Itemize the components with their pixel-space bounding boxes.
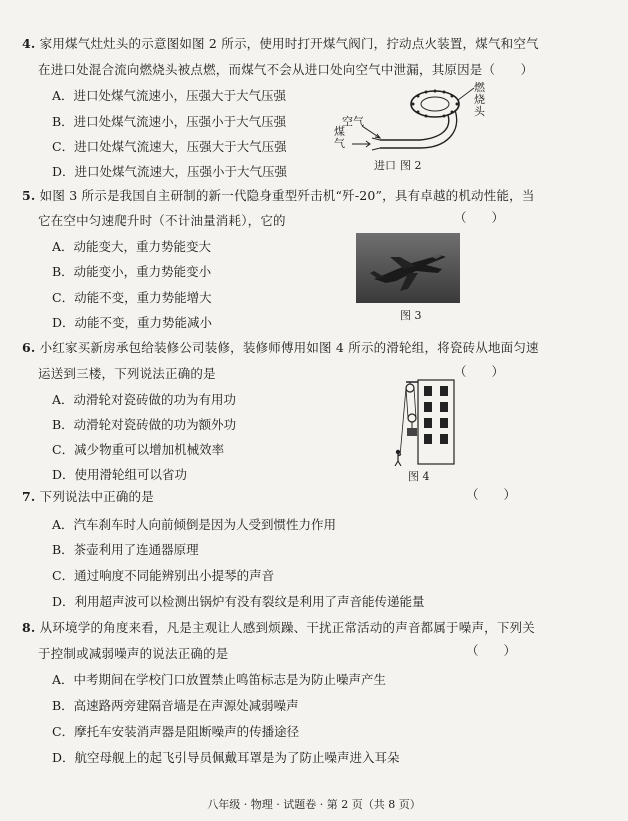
q5-option-a[interactable]: A．动能变大，重力势能变大 xyxy=(52,239,212,254)
fig4-caption: 图 4 xyxy=(408,470,430,483)
q8-option-a[interactable]: A．中考期间在学校门口放置禁止鸣笛标志是为防止噪声产生 xyxy=(52,672,387,687)
figure-3-j20-photo xyxy=(356,233,460,303)
q6-stem-line2: 运送到三楼，下列说法正确的是 xyxy=(38,366,216,381)
q7-number: 7. xyxy=(22,489,36,504)
q5-stem-line1 xyxy=(22,186,535,204)
q7-stem-line1 xyxy=(22,487,154,505)
j20-jet-image xyxy=(356,233,460,303)
q8-stem-line1 xyxy=(22,618,535,636)
q4-option-c[interactable]: C．进口处煤气流速大，压强大于大气压强 xyxy=(52,139,287,154)
q5-stem-line2: 它在空中匀速爬升时（不计油量消耗），它的 xyxy=(38,213,286,228)
q6-number: 6. xyxy=(22,340,36,355)
q6-option-d[interactable]: D．使用滑轮组可以省功 xyxy=(52,467,188,482)
q4-option-a[interactable]: A．进口处煤气流速小，压强大于大气压强 xyxy=(52,88,287,103)
q8-answer-blank[interactable]: （ ） xyxy=(466,643,517,658)
fig2-label-burner: 燃烧头 xyxy=(474,81,485,118)
fig2-label-air: 空气 xyxy=(342,115,364,128)
q4-option-d[interactable]: D．进口处煤气流速大，压强小于大气压强 xyxy=(52,164,288,179)
q8-stem-line2: 于控制或减弱噪声的说法正确的是 xyxy=(38,646,229,661)
figure-4-pulley-building xyxy=(392,378,458,466)
q8-option-b[interactable]: B．高速路两旁建隔音墙是在声源处减弱噪声 xyxy=(52,698,299,713)
q6-stem-line1 xyxy=(22,338,539,356)
q6-option-b[interactable]: B．动滑轮对瓷砖做的功为额外功 xyxy=(52,417,237,432)
q8-stem-text1: 从环境学的角度来看，凡是主观让人感到烦躁、干扰正常活动的声音都属于噪声，下列关 xyxy=(39,620,535,635)
q7-option-c[interactable]: C．通过响度不同能辨别出小提琴的声音 xyxy=(52,568,275,583)
q7-option-a[interactable]: A．汽车刹车时人向前倾倒是因为人受到惯性力作用 xyxy=(52,517,337,532)
q5-number: 5. xyxy=(22,188,36,203)
q8-number: 8. xyxy=(22,620,36,635)
q6-stem-text1: 小红家买新房承包给装修公司装修，装修师傅用如图 4 所示的滑轮组，将瓷砖从地面匀速 xyxy=(39,340,539,355)
q5-answer-blank[interactable]: （ ） xyxy=(454,210,505,225)
fig2-label-gas: 煤气 xyxy=(334,125,345,150)
q7-stem-text1: 下列说法中正确的是 xyxy=(39,489,154,504)
page-footer: 八年级 · 物理 · 试题卷 · 第 2 页（共 8 页） xyxy=(207,798,421,811)
q5-stem-text1: 如图 3 所示是我国自主研制的新一代隐身重型歼击机“歼-20”，具有卓越的机动性能，当 xyxy=(39,188,535,203)
pulley-building-diagram xyxy=(392,378,458,466)
q5-option-d[interactable]: D．动能不变，重力势能减小 xyxy=(52,315,213,330)
q5-option-b[interactable]: B．动能变小，重力势能变小 xyxy=(52,264,212,279)
q4-number: 4. xyxy=(22,36,36,51)
q6-option-c[interactable]: C．减少物重可以增加机械效率 xyxy=(52,442,225,457)
q7-option-b[interactable]: B．茶壶利用了连通器原理 xyxy=(52,542,199,557)
q4-option-b[interactable]: B．进口处煤气流速小，压强小于大气压强 xyxy=(52,114,287,129)
q4-stem-text1: 家用煤气灶灶头的示意图如图 2 所示，使用时打开煤气阀门，拧动点火装置，煤气和空气 xyxy=(39,36,539,51)
q5-option-c[interactable]: C．动能不变，重力势能增大 xyxy=(52,290,212,305)
q7-option-d[interactable]: D．利用超声波可以检测出锅炉有没有裂纹是利用了声音能传递能量 xyxy=(52,594,425,609)
q8-option-c[interactable]: C．摩托车安装消声器是阻断噪声的传播途径 xyxy=(52,724,300,739)
q8-option-d[interactable]: D．航空母舰上的起飞引导员佩戴耳罩是为了防止噪声进入耳朵 xyxy=(52,750,400,765)
figure-2-gas-stove xyxy=(334,80,515,175)
fig2-caption: 图 2 xyxy=(400,159,422,172)
q6-option-a[interactable]: A．动滑轮对瓷砖做的功为有用功 xyxy=(52,392,237,407)
q4-stem-line2: 在进口处混合流向燃烧头被点燃，而煤气不会从进口处向空气中泄漏，其原因是（ ） xyxy=(38,62,534,77)
fig2-label-inlet: 进口 xyxy=(374,159,396,172)
q4-stem-line1 xyxy=(22,34,539,52)
gas-stove-diagram xyxy=(340,80,515,175)
q7-answer-blank[interactable]: （ ） xyxy=(466,487,517,502)
fig3-caption: 图 3 xyxy=(400,309,422,322)
q6-answer-blank[interactable]: （ ） xyxy=(454,364,505,379)
